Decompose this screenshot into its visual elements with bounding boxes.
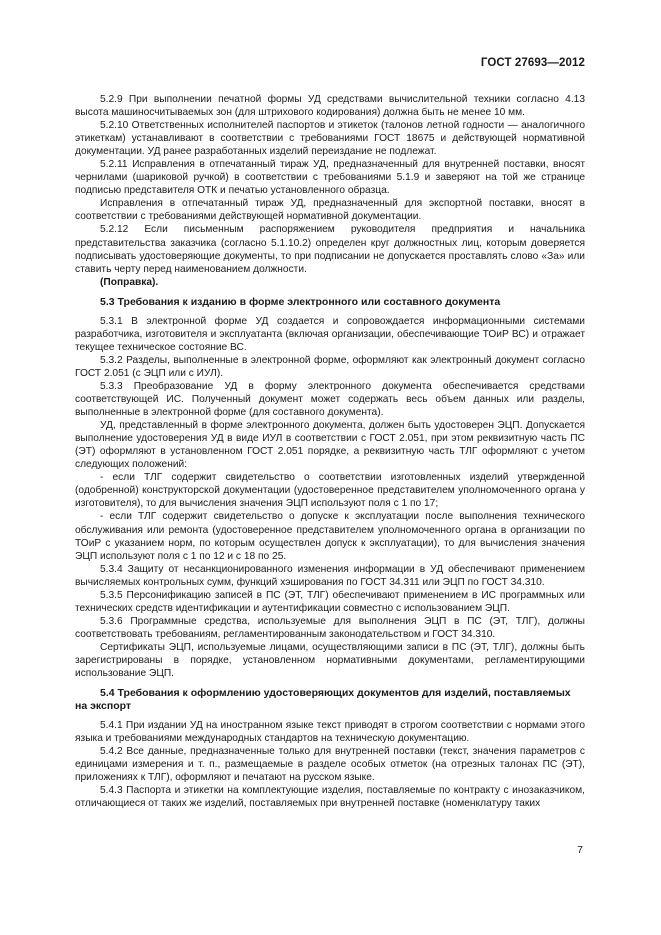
paragraph-5-3-5: 5.3.5 Персонификацию записей в ПС (ЭТ, ТЛГ) обеспечивают применением в ИС программных или технических средств идентификации и аутентификации совместно с использованием ЭЦП.: [75, 589, 585, 614]
paragraph-5-4-3: 5.4.3 Паспорта и этикетки на комплектующие изделия, поставляемые по контракту с инозаказчиком, отличающиеся от таких же изделий, поставляемых при внутренней поставке (номенклатуру таких: [75, 785, 585, 810]
paragraph-5-4-1: 5.4.1 При издании УД на иностранном языке текст приводят в строгом соответствии с нормами этого языка и требованиями международных стандартов на техническую документацию.: [75, 720, 585, 745]
paragraph-5-2-11: 5.2.11 Исправления в отпечатанный тираж УД, предназначенный для внутренней поставки, вносят чернилами (шариковой ручкой) в соответствии с требованиями 5.1.9 и заверяют на той же странице подписью представителя ОТК и печатью установленного образца.: [75, 159, 585, 197]
paragraph-5-2-10: 5.2.10 Ответственных исполнителей паспортов и этикеток (талонов летной годности — аналогичного этикеткам) устанавливают в соответствии с требованиями ГОСТ 18675 и действующей нормативной документации. УД ранее разработанных изделий переиздание не подлежат.: [75, 120, 585, 158]
paragraph-5-3-4: 5.3.4 Защиту от несанкционированного изменения информации в УД обеспечивают применением вычисляемых контрольных сумм, функций хэширования по ГОСТ 34.311 или ЭЦП по ГОСТ 34.310.: [75, 563, 585, 588]
paragraph-5-3-1: 5.3.1 В электронной форме УД создается и сопровождается информационными системами разработчика, изготовителя и эксплуатанта (включая организации, обеспечивающие ТОиР ВС) и отражает текущее техническое состояние ВС.: [75, 315, 585, 353]
paragraph-5-2-12: 5.2.12 Если письменным распоряжением руководителя предприятия и начальника представительства заказчика (согласно 5.1.10.2) определен круг должностных лиц, которым доверяется подписывать удостоверяющие документы, то при подписании не допускается проставлять слово «За» или ставить черту перед наименованием должности.: [75, 224, 585, 275]
document-code-header: ГОСТ 27693—2012: [480, 57, 585, 69]
paragraph-electronic-doc-signature: УД, представленный в форме электронного документа, должен быть удостоверен ЭЦП. Допускается выполнение удостоверения УД в виде ИУЛ в соответствии с ГОСТ 2.051, при этом реквизитную часть ПС (ЭТ) оформляют в установленном ГОСТ 2.051 порядке, а реквизитную часть ТЛГ оформляют с учетом следующих положений:: [75, 420, 585, 471]
section-heading-5-4: 5.4 Требования к оформлению удостоверяющих документов для изделий, поставляемых на экспорт: [75, 687, 571, 713]
amendment-note: (Поправка).: [100, 276, 159, 288]
paragraph-ecp-certificates: Сертификаты ЭЦП, используемые лицами, осуществляющими записи в ПС (ЭТ, ТЛГ), должны быть зарегистрированы в порядке, установленном нормативными документами, регламентирующими использование ЭЦП.: [75, 641, 585, 680]
paragraph-5-3-3: 5.3.3 Преобразование УД в форму электронного документа обеспечивается средствами соответствующей ИС. Полученный документ может содержать весь объем данных или разделы, выполненные в электронной форме (для составного документа).: [75, 380, 585, 419]
page-number: 7: [577, 844, 583, 856]
section-heading-5-3: 5.3 Требования к изданию в форме электронного или составного документа: [100, 295, 501, 308]
paragraph-5-3-2: 5.3.2 Разделы, выполненные в электронной форме, оформляют как электронный документ согласно ГОСТ 2.051 (с ЭЦП или с ИУЛ).: [75, 354, 585, 379]
paragraph-5-2-11-export: Исправления в отпечатанный тираж УД, предназначенный для экспортной поставки, вносят в соответствии с требованиями действующей нормативной документации.: [75, 198, 585, 223]
paragraph-5-2-9: 5.2.9 При выполнении печатной формы УД средствами вычислительной техники согласно 4.13 высота машиносчитываемых зон (для штрихового кодирования) должна быть не менее 10 мм.: [75, 94, 585, 119]
list-item-tlg-admission: - если ТЛГ содержит свидетельство о допуске к эксплуатации после выполнения технического обслуживания или ремонта (удостоверенное представителем уполномоченного органа в организации по ТОиР с указанием норм, по которым осуществлен допуск к эксплуатации), то для вычисления значения ЭЦП используют поля с 1 по 12 и с 18 по 25.: [75, 511, 585, 562]
document-body: [75, 93, 585, 810]
paragraph-5-4-2: 5.4.2 Все данные, предназначенные только для внутренней поставки (текст, значения параметров с единицами измерения и т. п., размещаемые в разделе особых отметок (на отрезных талонах ПС (ЭТ), приложениях к ТЛГ), оформляют и печатают на русском языке.: [75, 746, 585, 784]
paragraph-5-3-6: 5.3.6 Программные средства, используемые для выполнения ЭЦП в ПС (ЭТ, ТЛГ), должны соответствовать требованиям, регламентированным законодательством и ГОСТ 34.310.: [75, 615, 585, 640]
list-item-tlg-conformity: - если ТЛГ содержит свидетельство о соответствии изготовленных изделий утвержденной (одобренной) конструкторской документации (удостоверенное представителем уполномоченного органа у изготовителя), то для вычисления значения ЭЦП используют поля с 1 по 17;: [75, 472, 585, 510]
